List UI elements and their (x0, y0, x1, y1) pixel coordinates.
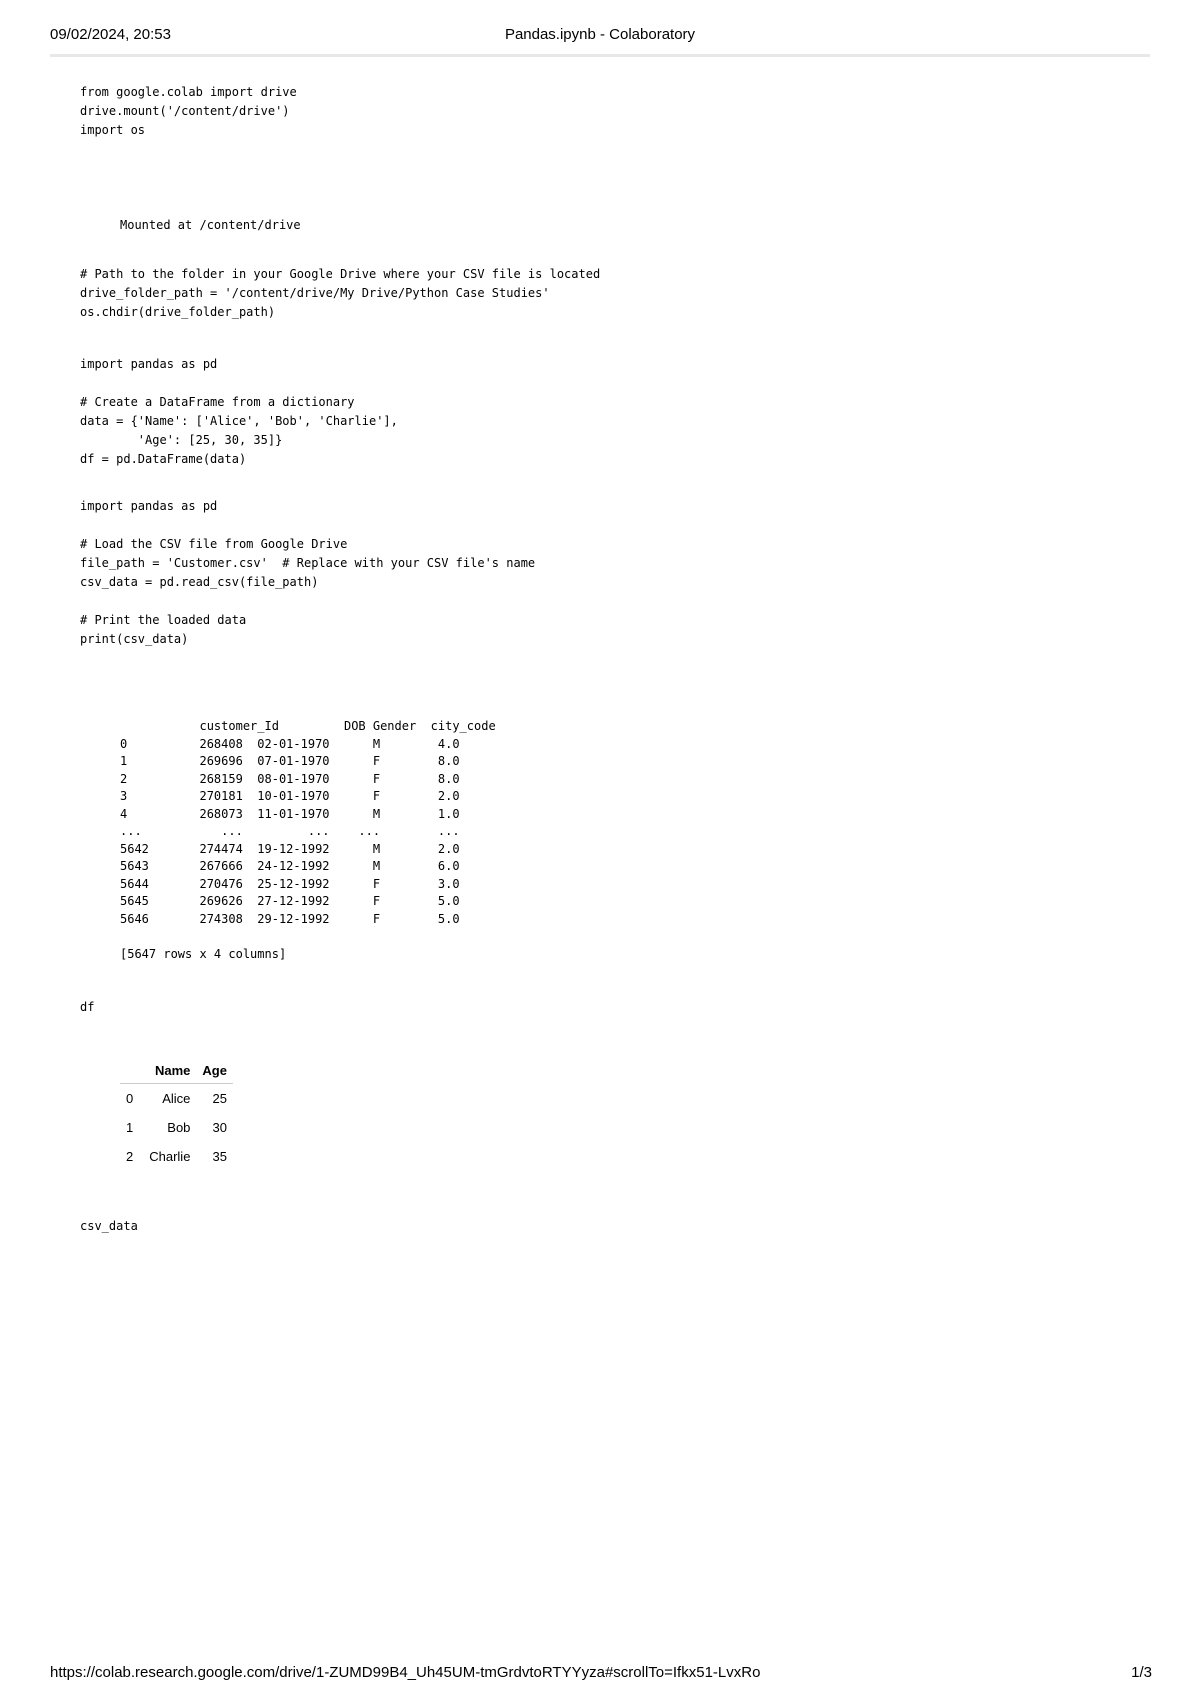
table-cell-index: 1 (126, 1120, 134, 1135)
code-cell-chdir[interactable]: # Path to the folder in your Google Drive where your CSV file is located drive_folder_path = '/content/drive/My Drive/Python Case Studies' os.chdir(drive_folder_path) (80, 267, 601, 319)
table-header-age: Age (196, 1058, 233, 1084)
table-cell-age: 35 (212, 1149, 227, 1164)
code-cell-csv-data[interactable]: csv_data (80, 1219, 138, 1233)
cell-output-mounted: Mounted at /content/drive (120, 218, 301, 232)
table-cell-age: 25 (212, 1091, 227, 1106)
page-url: https://colab.research.google.com/drive/1-ZUMD99B4_Uh45UM-tmGrdvtoRTYYyza#scrollTo=Ifkx51-LvxRo (50, 1664, 761, 1681)
page-number: 1/3 (1131, 1664, 1152, 1681)
table-cell-index: 0 (126, 1091, 134, 1106)
code-cell-df[interactable]: df (80, 1000, 95, 1014)
header-divider (50, 54, 1150, 57)
table-cell-age: 30 (212, 1120, 227, 1135)
table-row (120, 1113, 233, 1142)
table-cell-index: 2 (126, 1149, 134, 1164)
table-cell-name: Bob (167, 1120, 191, 1135)
code-cell-create-dataframe[interactable]: import pandas as pd # Create a DataFrame from a dictionary data = {'Name': ['Alice', 'Bob', 'Charlie'], 'Age': [25, 30, 35]} df = pd.DataFrame(data) (80, 357, 398, 466)
table-cell-name: Alice (162, 1091, 191, 1106)
cell-output-csv-print: customer_Id DOB Gender city_code 0 268408 02-01-1970 M 4.0 1 269696 07-01-1970 F 8.0 2 268159 08-01-1970 F 8.0 3 270181 10-01-1970 F 2.0 4 268073 11-01-1970 M 1.0 ... ... ... ... ... 5642 274474 19-12-1992 M 2.0 5643 267666 24-12-1992 M 6.0 5644 270476 25-12-1992 F 3.0 5645 269626 27-12-1992 F 5.0 5646 274308 29-12-1992 F 5.0 [5647 rows x 4 columns] (120, 719, 496, 961)
table-header-name: Name (143, 1058, 196, 1084)
table-row (120, 1084, 233, 1114)
table-header-row (120, 1058, 233, 1084)
table-cell-name: Charlie (149, 1149, 191, 1164)
page-title: Pandas.ipynb - Colaboratory (504, 26, 696, 43)
table-header-index (120, 1058, 143, 1084)
table-row (120, 1142, 233, 1171)
dataframe-table (120, 1058, 233, 1171)
code-cell-read-csv[interactable]: import pandas as pd # Load the CSV file from Google Drive file_path = 'Customer.csv' # Replace with your CSV file's name csv_data = pd.read_csv(file_path) # Print the loaded data print(csv_data) (80, 499, 536, 646)
code-cell-drive-mount[interactable]: from google.colab import drive drive.mount('/content/drive') import os (80, 85, 297, 137)
print-datetime: 09/02/2024, 20:53 (50, 26, 171, 43)
